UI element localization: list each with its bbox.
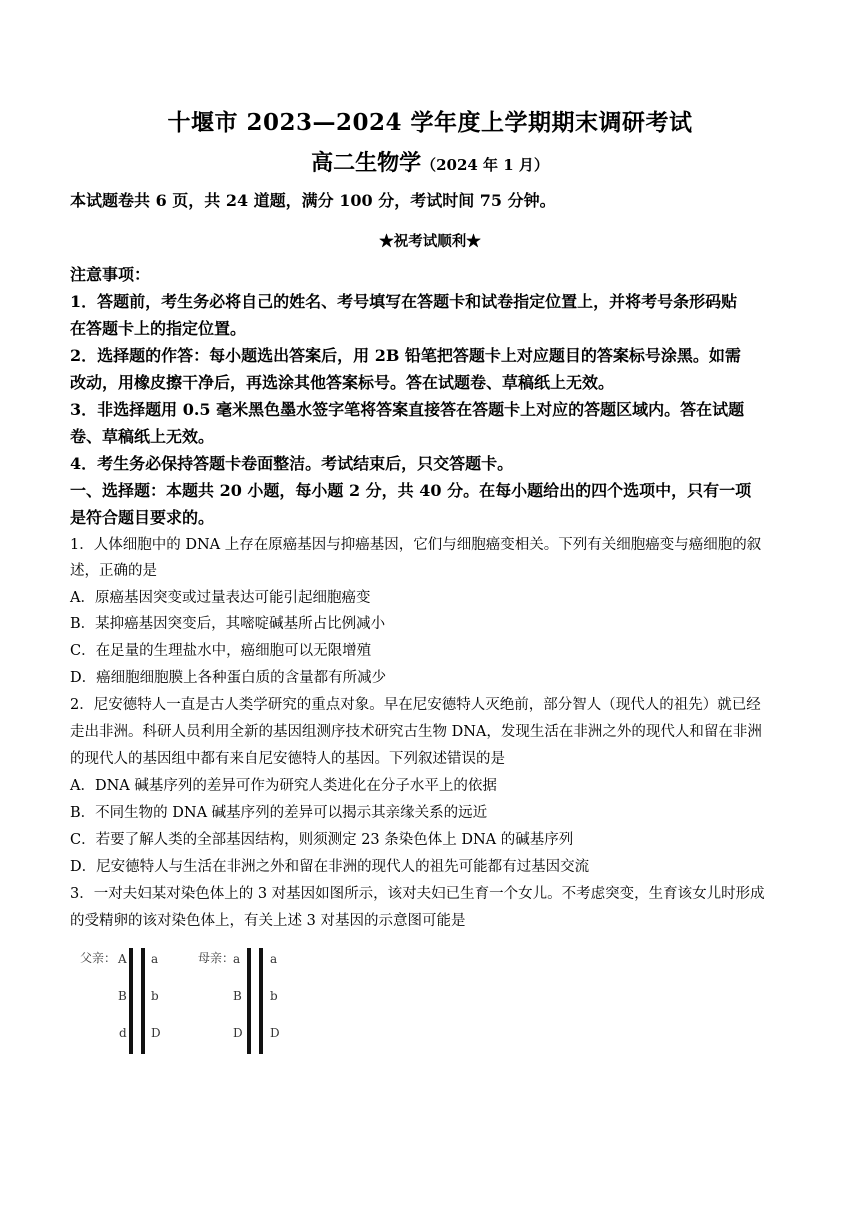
- notice-line: 2．选择题的作答：每小题选出答案后，用 2B 铅笔把答题卡上对应题目的答案标号涂黑。如需: [70, 346, 741, 365]
- question-2-option-d: D．尼安德特人与生活在非洲之外和留在非洲的现代人的祖先可能都有过基因交流: [70, 859, 590, 875]
- notice-line: 卷、草稿纸上无效。: [70, 427, 215, 446]
- mother-gene-left: B: [233, 989, 242, 1003]
- mother-label: 母亲：: [198, 951, 235, 965]
- father-gene-left: d: [119, 1026, 127, 1040]
- exam-title: 十堰市 2023—2024 学年度上学期期末调研考试: [167, 109, 693, 136]
- question-1-option-a: A．原癌基因突变或过量表达可能引起细胞癌变: [70, 590, 371, 606]
- exam-intro: 本试题卷共 6 页，共 24 道题，满分 100 分，考试时间 75 分钟。: [70, 191, 556, 210]
- mother-gene-right: b: [270, 989, 278, 1003]
- exam-subject: 高二生物学: [311, 150, 422, 176]
- question-1-stem: 述，正确的是: [70, 563, 157, 579]
- father-label: 父亲：: [80, 951, 117, 965]
- question-2-option-c: C．若要了解人类的全部基因结构，则须测定 23 条染色体上 DNA 的碱基序列: [70, 832, 574, 848]
- notice-line: 改动，用橡皮擦干净后，再选涂其他答案标号。答在试题卷、草稿纸上无效。: [70, 373, 615, 392]
- section-heading: 一、选择题：本题共 20 小题，每小题 2 分，共 40 分。在每小题给出的四个选项中，只有一项: [70, 481, 752, 500]
- good-luck-text: ★祝考试顺利★: [379, 233, 481, 250]
- notice-line: 4．考生务必保持答题卡卷面整洁。考试结束后，只交答题卡。: [70, 454, 514, 473]
- question-2-option-b: B．不同生物的 DNA 碱基序列的差异可以揭示其亲缘关系的远近: [70, 805, 488, 821]
- father-gene-right: a: [151, 952, 159, 966]
- father-chromosome-left: [129, 948, 133, 1054]
- notice-line: 1．答题前，考生务必将自己的姓名、考号填写在答题卡和试卷指定位置上，并将考号条形码贴: [70, 292, 738, 311]
- mother-gene-right: D: [270, 1026, 280, 1040]
- mother-gene-right: a: [270, 952, 278, 966]
- mother-gene-left: D: [233, 1026, 243, 1040]
- mother-chromosome-right: [259, 948, 263, 1054]
- exam-date: （2024 年 1 月）: [421, 156, 549, 174]
- section-heading: 是符合题目要求的。: [70, 508, 215, 527]
- question-2-option-a: A．DNA 碱基序列的差异可作为研究人类进化在分子水平上的依据: [70, 778, 497, 794]
- question-3-stem: 的受精卵的该对染色体上，有关上述 3 对基因的示意图可能是: [70, 913, 466, 929]
- father-gene-right: D: [151, 1026, 161, 1040]
- notice-line: 在答题卡上的指定位置。: [70, 319, 247, 338]
- question-1-option-c: C．在足量的生理盐水中，癌细胞可以无限增殖: [70, 643, 372, 659]
- chromosome-figure: [0, 940, 860, 1080]
- notice-line: 3．非选择题用 0.5 毫米黑色墨水签字笔将答案直接答在答题卡上对应的答题区域内。答在试题: [70, 400, 745, 419]
- exam-subject-heading: [0, 146, 860, 177]
- question-1-stem: 1．人体细胞中的 DNA 上存在原癌基因与抑癌基因，它们与细胞癌变相关。下列有关细胞癌变与癌细胞的叙: [70, 537, 762, 553]
- question-2-stem: 的现代人的基因组中都有来自尼安德特人的基因。下列叙述错误的是: [70, 751, 505, 767]
- question-3-stem: 3．一对夫妇某对染色体上的 3 对基因如图所示，该对夫妇已生育一个女儿。不考虑突变，生育该女儿时形成: [70, 886, 765, 902]
- question-1-option-d: D．癌细胞细胞膜上各种蛋白质的含量都有所减少: [70, 670, 387, 686]
- father-chromosome-right: [141, 948, 145, 1054]
- father-gene-left: B: [118, 989, 127, 1003]
- father-gene-right: b: [151, 989, 159, 1003]
- question-2-stem: 走出非洲。科研人员利用全新的基因组测序技术研究古生物 DNA，发现生活在非洲之外的现代人和留在非洲: [70, 724, 762, 740]
- question-1-option-b: B．某抑癌基因突变后，其嘧啶碱基所占比例减小: [70, 616, 386, 632]
- mother-gene-left: a: [233, 952, 241, 966]
- question-2-stem: 2．尼安德特人一直是古人类学研究的重点对象。早在尼安德特人灭绝前，部分智人（现代人的祖先）就已经: [70, 697, 761, 713]
- mother-chromosome-left: [247, 948, 251, 1054]
- notice-heading: 注意事项：: [70, 265, 151, 284]
- father-gene-left: A: [118, 952, 127, 966]
